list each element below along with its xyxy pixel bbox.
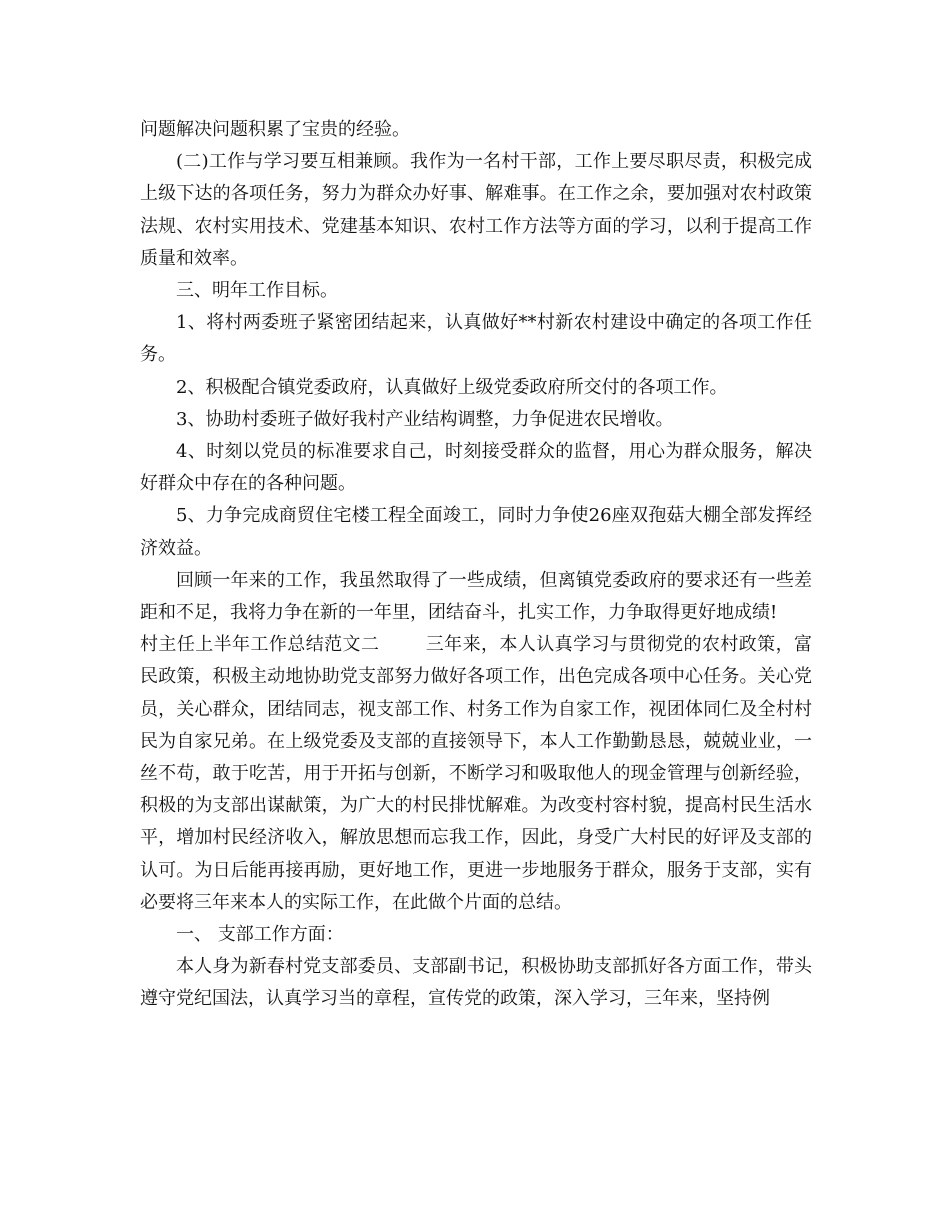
section-heading-goals: 三、明年工作目标。	[176, 280, 338, 302]
paragraph-continuation: 问题解决问题积累了宝贵的经验。	[140, 119, 410, 140]
paragraph-branch-work: 本人身为新春村党支部委员、支部副书记，积极协助支部抓好各方面工作，带头遵守党纪国法，认真学习当的章程，宣传党的政策，深入学习，三年来，坚持例	[140, 956, 812, 1010]
goal-item-1: 1、将村两委班子紧密团结起来，认真做好**村新农村建设中确定的各项工作任务。	[140, 312, 812, 366]
second-essay-intro: 三年来，本人认真学习与贯彻党的农村政策，富民政策，积极主动地协助党支部努力做好各项工作，出色完成各项中心任务。关心党员，关心群众，团结同志，视支部工作、村务工作为自家工作，视团体同仁及全村村民为自家兄弟。在上级党委及支部的直接领导下，本人工作勤勤恳恳，兢兢业业，一丝不苟，敢于吃苦，用于开拓与创新，不断学习和吸取他人的现金管理与创新经验，积极的为支部出谋献策，为广大的村民排忧解难。为改变村容村貌，提高村民生活水平，增加村民经济收入，解放思想而忘我工作，因此，身受广大村民的好评及支部的认可。为日后能再接再励，更好地工作，更进一步地服务于群众，服务于支部，实有必要将三年来本人的实际工作，在此做个片面的总结。	[140, 634, 813, 913]
paragraph-review: 回顾一年来的工作，我虽然取得了一些成绩，但离镇党委政府的要求还有一些差距和不足，我将力争在新的一年里，团结奋斗，扎实工作，力争取得更好地成绩!	[140, 569, 812, 624]
section-heading-branch-work: 一、 支部工作方面：	[176, 924, 344, 946]
second-essay-title: 村主任上半年工作总结范文二	[140, 634, 380, 656]
paragraph-second-essay	[140, 629, 812, 919]
paragraph-work-study: (二)工作与学习要互相兼顾。我作为一名村干部，工作上要尽职尽责，积极完成上级下达的各项任务，努力为群众办好事、解难事。在工作之余，要加强对农村政策法规、农村实用技术、党建基本知识、农村工作方法等方面的学习，以利于提高工作质量和效率。	[140, 151, 812, 269]
goal-item-3: 3、协助村委班子做好我村产业结构调整，力争促进农民增收。	[176, 408, 674, 430]
goal-item-4: 4、时刻以党员的标准要求自己，时刻接受群众的监督，用心为群众服务，解决好群众中存在的各种问题。	[140, 441, 812, 495]
document-page	[140, 114, 812, 1016]
goal-item-5: 5、力争完成商贸住宅楼工程全面竣工，同时力争使26座双孢菇大棚全部发挥经济效益。	[140, 505, 812, 559]
goal-item-2: 2、积极配合镇党委政府，认真做好上级党委政府所交付的各项工作。	[176, 376, 728, 398]
